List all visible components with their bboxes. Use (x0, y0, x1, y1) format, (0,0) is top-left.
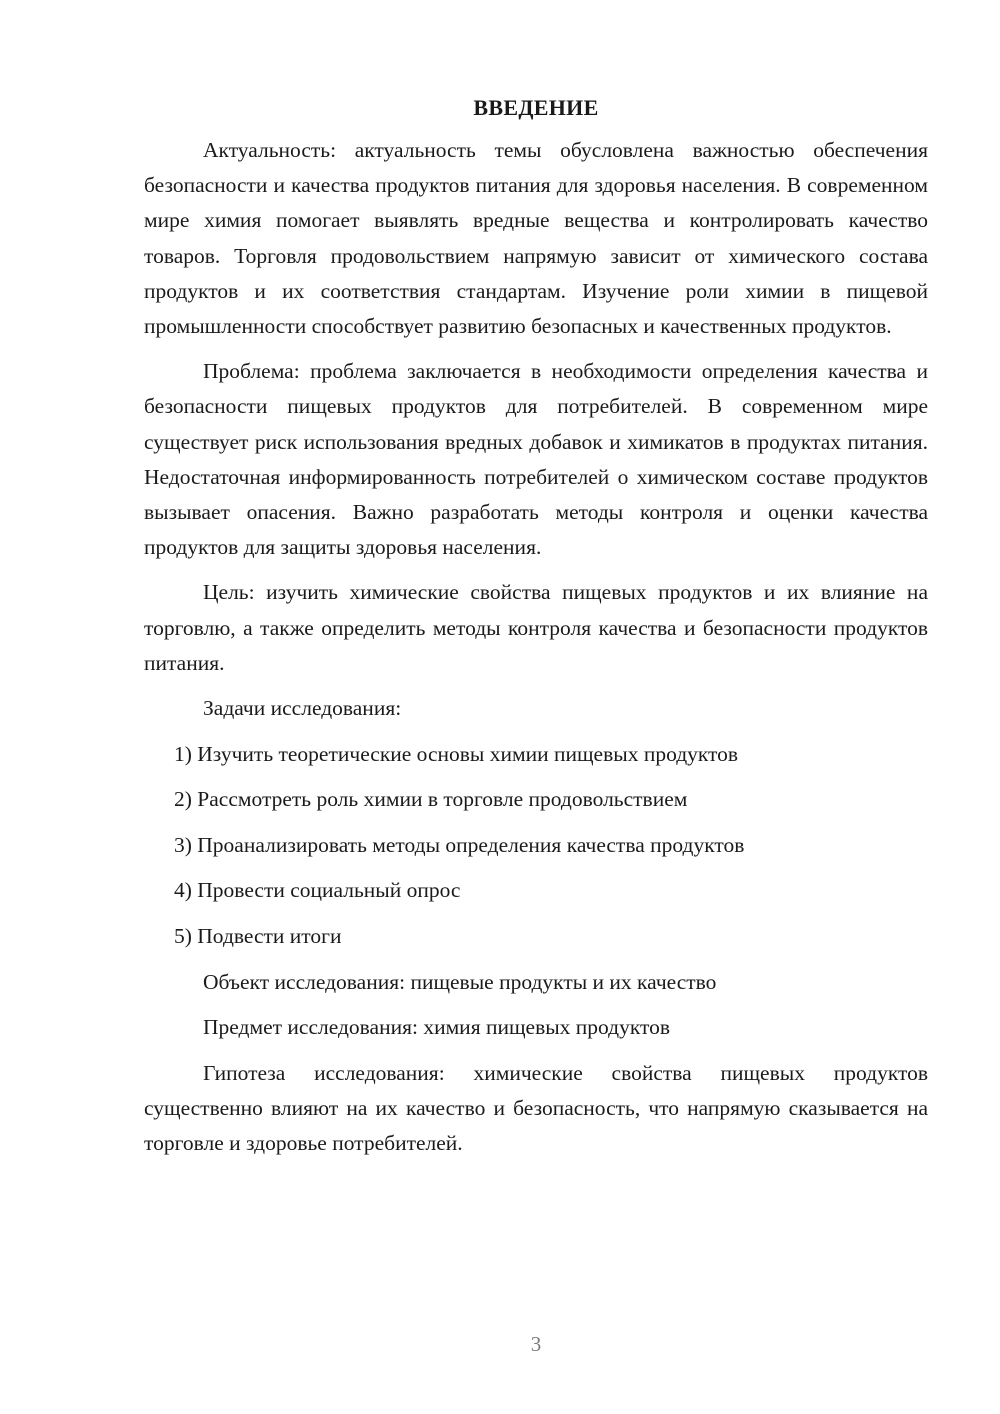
research-object: Объект исследования: пищевые продукты и их качество (203, 969, 717, 994)
task-item-2: 2) Рассмотреть роль химии в торговле продовольствием (174, 787, 688, 812)
task-item-3: 3) Проанализировать методы определения качества продуктов (174, 832, 745, 857)
page-number: 3 (530, 1332, 542, 1356)
task-item-5: 5) Подвести итоги (174, 924, 342, 949)
hypothesis-paragraph: Гипотеза исследования: химические свойства пищевых продуктов существенно влияют на их качество и безопасность, что напрямую сказывается на торговле и здоровье потребителей. (144, 1060, 928, 1156)
task-item-4: 4) Провести социальный опрос (174, 878, 461, 903)
page-title: ВВЕДЕНИЕ (473, 95, 599, 120)
problem-paragraph: Проблема: проблема заключается в необходимости определения качества и безопасности пищевых продуктов для потребителей. В современном мире существует риск использования вредных добавок и химикатов в продуктах питания. Недостаточная информированность потребителей о химическом составе продуктов вызывает опасения. Важно разработать методы контроля и оценки качества продуктов для защиты здоровья населения. (144, 359, 928, 560)
relevance-paragraph: Актуальность: актуальность темы обусловлена важностью обеспечения безопасности и качества продуктов питания для здоровья населения. В современном мире химия помогает выявлять вредные вещества и контролировать качество товаров. Торговля продовольствием напрямую зависит от химического состава продуктов и их соответствия стандартам. Изучение роли химии в пищевой промышленности способствует развитию безопасных и качественных продуктов. (144, 138, 928, 339)
goal-paragraph: Цель: изучить химические свойства пищевых продуктов и их влияние на торговлю, а также определить методы контроля качества и безопасности продуктов питания. (144, 580, 928, 675)
document-page (144, 90, 928, 1171)
tasks-heading: Задачи исследования: (203, 696, 402, 721)
task-item-1: 1) Изучить теоретические основы химии пищевых продуктов (174, 741, 739, 766)
research-subject: Предмет исследования: химия пищевых продуктов (203, 1015, 671, 1040)
